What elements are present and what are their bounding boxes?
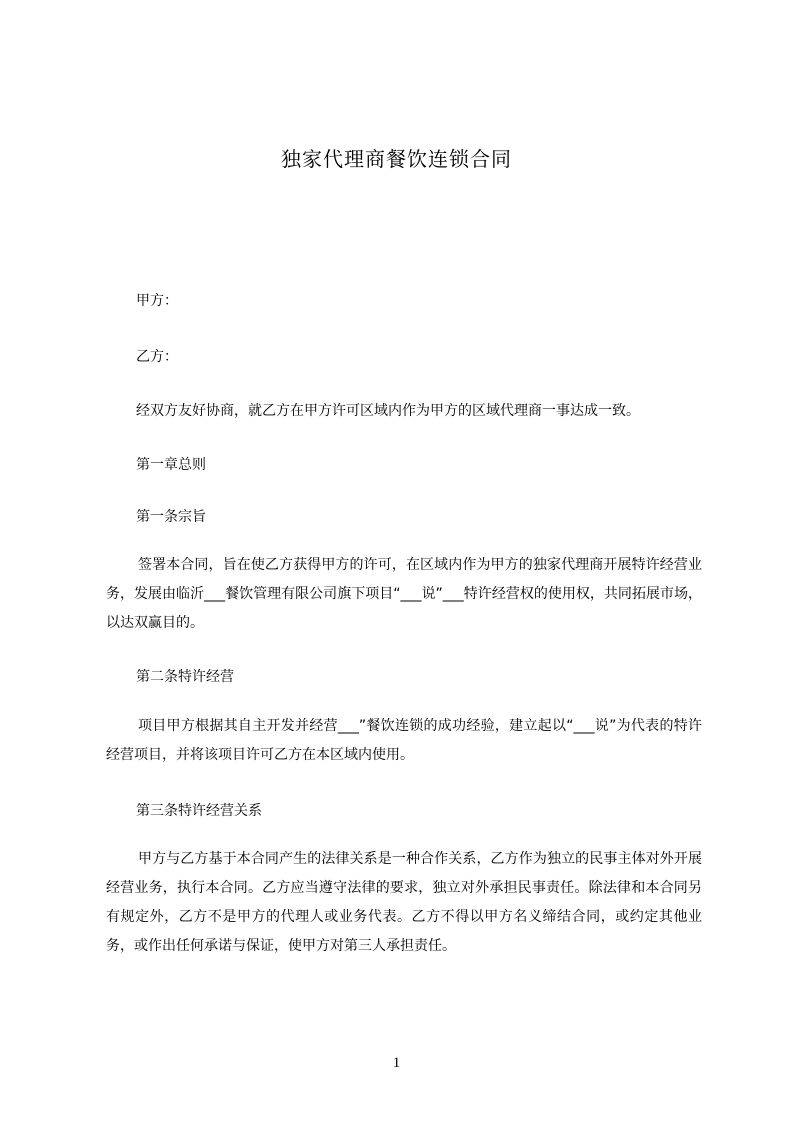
article-3-text: 甲方与乙方基于本合同产生的法律关系是一种合作关系，乙方作为独立的民事主体对外开展经营业务，执行本合同。乙方应当遵守法律的要求，独立对外承担民事责任。除法律和本合同另有规定外，乙方不是甲方的代理人或业务代表。乙方不得以甲方名义缔结合同，或约定其他业务，或作出任何承诺与保证，使甲方对第三人承担责任。 xyxy=(106,851,702,954)
article-2-heading: 第二条特许经营 xyxy=(136,669,234,685)
article-1-heading: 第一条宗旨 xyxy=(136,509,206,525)
article-2-text: 项目甲方根据其自主开发并经营___”餐饮连锁的成功经验，建立起以“___说”为代表的特许经营项目，并将该项目许可乙方在本区域内使用。 xyxy=(106,718,702,763)
party-b-label: 乙方： xyxy=(136,349,178,365)
chapter-1-heading: 第一章总则 xyxy=(136,457,206,473)
article-1-text: 签署本合同，旨在使乙方获得甲方的许可，在区域内作为甲方的独家代理商开展特许经营业务，发展由临沂___餐饮管理有限公司旗下项目“___说”___特许经营权的使用权，共同拓展市场，以达双赢目的。 xyxy=(106,557,702,631)
page-number: 1 xyxy=(392,1055,401,1071)
document-title: 独家代理商餐饮连锁合同 xyxy=(281,147,512,171)
party-a-label: 甲方： xyxy=(136,293,178,309)
preamble-text: 经双方友好协商，就乙方在甲方许可区域内作为甲方的区域代理商一事达成一致。 xyxy=(136,403,640,419)
article-3-heading: 第三条特许经营关系 xyxy=(136,803,262,819)
